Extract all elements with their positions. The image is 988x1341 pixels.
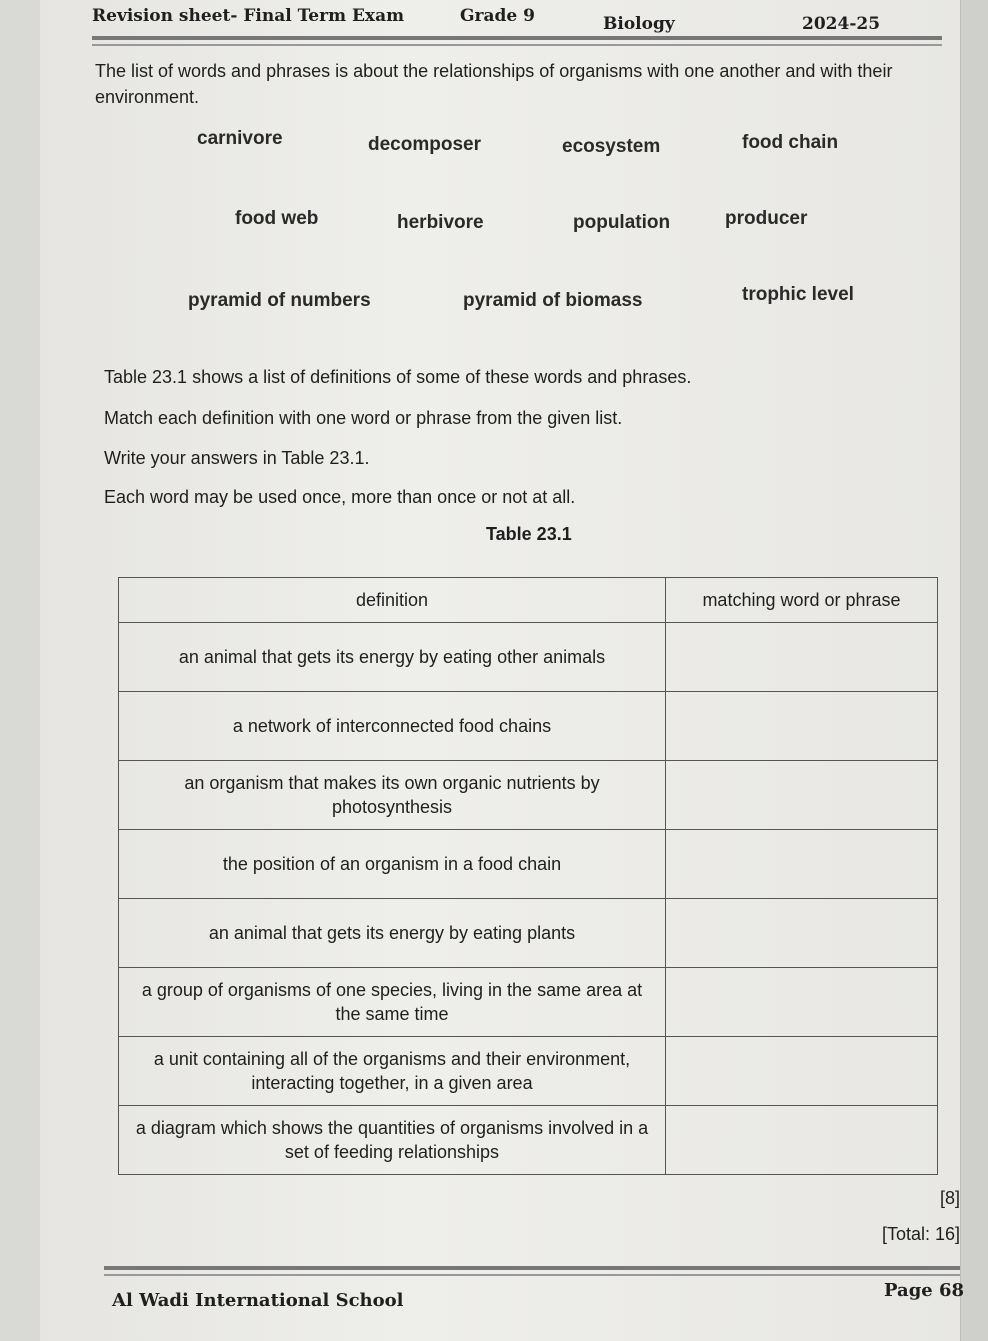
table-row	[119, 1106, 938, 1175]
school-name: Al Wadi International School	[112, 1290, 404, 1311]
word-item: trophic level	[742, 284, 854, 305]
page-number: Page 68	[884, 1280, 965, 1301]
answer-cell[interactable]	[666, 899, 938, 968]
matching-table	[118, 577, 938, 1175]
answer-cell[interactable]	[666, 623, 938, 692]
instruction-line: Match each definition with one word or phrase from the given list.	[104, 408, 623, 428]
instruction-line: Each word may be used once, more than once or not at all.	[104, 487, 576, 507]
header-definition: definition	[119, 578, 666, 623]
table-row	[119, 692, 938, 761]
table-row	[119, 761, 938, 830]
word-item: carnivore	[197, 128, 283, 149]
definition-cell: an animal that gets its energy by eating other animals	[119, 623, 666, 692]
answer-cell[interactable]	[666, 1106, 938, 1175]
marks-label: [8]	[939, 1188, 960, 1208]
table-row	[119, 899, 938, 968]
answer-cell[interactable]	[666, 692, 938, 761]
footer-rule-thin	[104, 1274, 960, 1276]
definition-cell: a unit containing all of the organisms and their environment, interacting together, in a given area	[119, 1037, 666, 1106]
definition-cell: a group of organisms of one species, living in the same area at the same time	[119, 968, 666, 1037]
year-label: 2024-25	[802, 14, 881, 34]
word-item: food web	[235, 208, 319, 229]
grade-label: Grade 9	[460, 6, 535, 26]
header-rule	[92, 36, 942, 40]
table-row	[119, 968, 938, 1037]
word-item: herbivore	[397, 212, 484, 233]
total-label: [Total: 16]	[881, 1224, 960, 1244]
definition-cell: the position of an organism in a food chain	[119, 830, 666, 899]
table-row	[119, 1037, 938, 1106]
word-item: population	[573, 212, 671, 233]
answer-cell[interactable]	[666, 968, 938, 1037]
definition-cell: an organism that makes its own organic nutrients by photosynthesis	[119, 761, 666, 830]
answer-cell[interactable]	[666, 761, 938, 830]
answer-cell[interactable]	[666, 1037, 938, 1106]
page-edge	[960, 0, 988, 1341]
subject-label: Biology	[603, 14, 675, 34]
word-item: food chain	[742, 132, 839, 153]
header-rule-thin	[92, 44, 942, 46]
header-matching: matching word or phrase	[666, 578, 938, 623]
instruction-line: Table 23.1 shows a list of definitions of some of these words and phrases.	[104, 367, 692, 387]
sheet-title: Revision sheet- Final Term Exam	[92, 6, 405, 26]
word-item: ecosystem	[562, 136, 661, 157]
word-item: producer	[725, 208, 808, 229]
word-item: pyramid of numbers	[188, 290, 371, 311]
word-item: pyramid of biomass	[463, 290, 643, 311]
table-row	[119, 830, 938, 899]
table-header-row	[119, 578, 938, 623]
definition-cell: a network of interconnected food chains	[119, 692, 666, 761]
table-caption: Table 23.1	[486, 524, 572, 544]
instruction-line: Write your answers in Table 23.1.	[104, 448, 370, 468]
intro-text: The list of words and phrases is about the relationships of organisms with one another and with their environment.	[95, 61, 893, 107]
definition-cell: a diagram which shows the quantities of organisms involved in a set of feeding relationships	[119, 1106, 666, 1175]
footer-rule	[104, 1266, 960, 1270]
definition-cell: an animal that gets its energy by eating plants	[119, 899, 666, 968]
table-row	[119, 623, 938, 692]
word-item: decomposer	[368, 134, 481, 155]
answer-cell[interactable]	[666, 830, 938, 899]
